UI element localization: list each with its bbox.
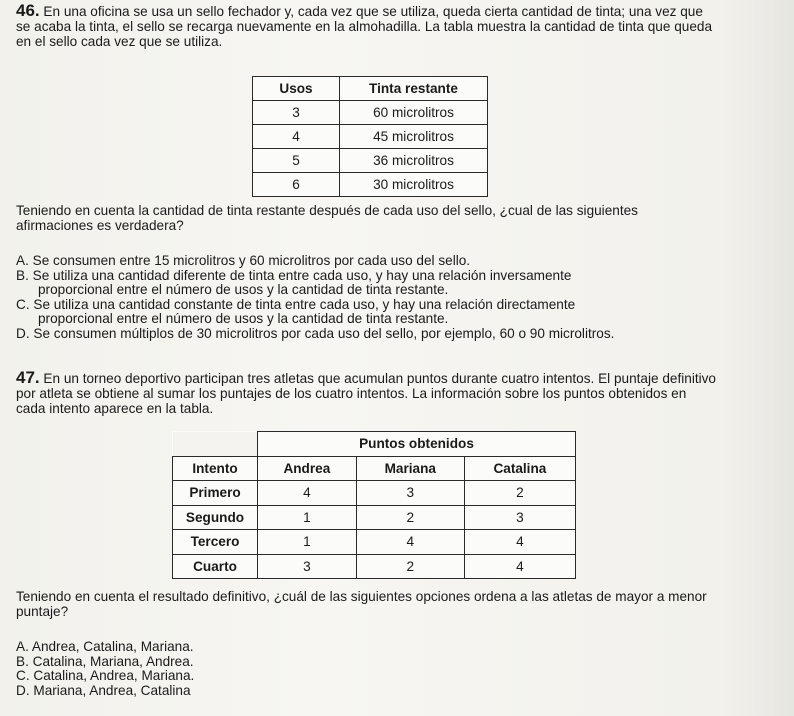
- table-cell: 4: [464, 530, 575, 555]
- option-a[interactable]: [16, 254, 718, 269]
- table-cell: 3: [258, 554, 357, 579]
- ink-table: [252, 76, 488, 197]
- table-cell: 3: [464, 505, 575, 530]
- table-row: [253, 149, 488, 173]
- question-47-options: [16, 640, 718, 698]
- table-row: [253, 125, 488, 149]
- table-cell: 60 microlitros: [340, 101, 488, 125]
- table-cell: 4: [356, 530, 464, 555]
- option-text-continued: proporcional entre el número de usos y la cantidad de tinta restante.: [38, 311, 449, 326]
- table-header: Tinta restante: [340, 77, 488, 101]
- table-header-row: [253, 77, 488, 101]
- table-header: Andrea: [258, 456, 357, 481]
- table-cell: 6: [253, 173, 340, 197]
- table-row: [173, 505, 576, 530]
- table-cell: 5: [253, 149, 340, 173]
- table-row: [253, 101, 488, 125]
- table-cell: Segundo: [173, 505, 258, 530]
- question-46-intro: [16, 3, 718, 49]
- option-letter: C.: [16, 668, 30, 683]
- table-cell: 2: [464, 481, 575, 506]
- option-text-continued: proporcional entre el número de usos y la cantidad de tinta restante.: [38, 282, 449, 297]
- option-letter: C.: [16, 296, 30, 312]
- table-cell: 1: [258, 530, 357, 555]
- question-46-options: [16, 254, 718, 341]
- option-text: Se consumen entre 15 microlitros y 60 microlitros por cada uso del sello.: [32, 253, 471, 268]
- table-empty-corner: [173, 432, 258, 457]
- table-row: [173, 481, 576, 506]
- option-b[interactable]: [16, 655, 718, 670]
- table-cell: 4: [258, 481, 357, 506]
- option-c[interactable]: [16, 669, 718, 684]
- option-b[interactable]: [16, 269, 718, 298]
- table-header-row: [173, 456, 576, 481]
- question-text: En una oficina se usa un sello fechador y, cada vez que se utiliza, queda cierta cantidad de tinta; una vez que se acaba la tinta, el sello se recarga nuevamente en la almohadilla. La tabla muestra la cantidad de tinta que queda en el sello cada vez que se utiliza.: [16, 4, 713, 49]
- table-title-row: [173, 432, 576, 457]
- option-d[interactable]: [16, 327, 718, 342]
- option-text: Mariana, Andrea, Catalina: [33, 682, 191, 698]
- option-letter: B.: [16, 653, 29, 669]
- option-text: Se utiliza una cantidad constante de tinta entre cada uso, y hay una relación directamente: [33, 296, 576, 312]
- table-cell: 4: [464, 554, 575, 579]
- table-header: Mariana: [356, 456, 464, 481]
- table-cell: 36 microlitros: [340, 149, 488, 173]
- table-header: Usos: [253, 77, 340, 101]
- table-cell: 3: [356, 481, 464, 506]
- option-letter: A.: [16, 253, 29, 268]
- option-text: Andrea, Catalina, Mariana.: [31, 639, 194, 654]
- table-cell: 3: [253, 101, 340, 125]
- question-47-intro: [16, 370, 718, 416]
- option-letter: D.: [16, 682, 30, 698]
- option-d[interactable]: [16, 684, 718, 699]
- table-cell: Cuarto: [173, 554, 258, 579]
- option-letter: D.: [16, 325, 30, 341]
- option-letter: A.: [16, 639, 29, 654]
- page-edge-shadow: [724, 0, 794, 716]
- option-text: Catalina, Andrea, Mariana.: [33, 668, 195, 683]
- table-cell: 4: [253, 125, 340, 149]
- table-cell: 1: [258, 505, 357, 530]
- table-header: Catalina: [464, 456, 575, 481]
- question-text: Teniendo en cuenta el resultado definitivo, ¿cuál de las siguientes opciones ordena a las atletas de mayor a menor puntaje?: [16, 589, 707, 619]
- table-cell: 2: [356, 505, 464, 530]
- table-title: Puntos obtenidos: [258, 432, 576, 457]
- question-number: 47.: [16, 368, 40, 387]
- question-text: En un torneo deportivo participan tres atletas que acumulan puntos durante cuatro intentos. El puntaje definitivo por atleta se obtiene al sumar los puntajes de los cuatro intentos. La información sobre los puntos obtenidos en cada intento aparece en la tabla.: [16, 371, 716, 416]
- table-cell: 45 microlitros: [340, 125, 488, 149]
- table-cell: Tercero: [173, 530, 258, 555]
- table-header: Intento: [173, 456, 258, 481]
- option-text: Se utiliza una cantidad diferente de tinta entre cada uso, y hay una relación inversamente: [32, 267, 572, 283]
- option-c[interactable]: [16, 298, 718, 327]
- option-text: Catalina, Mariana, Andrea.: [32, 653, 194, 669]
- question-47-prompt: [16, 589, 718, 619]
- table-cell: 30 microlitros: [340, 173, 488, 197]
- question-46-prompt: [16, 203, 718, 233]
- question-text: Teniendo en cuenta la cantidad de tinta restante después de cada uso del sello, ¿cual de las siguientes afirmaciones es verdadera?: [16, 203, 638, 233]
- table-row: [173, 530, 576, 555]
- option-letter: B.: [16, 267, 29, 283]
- table-row: [253, 173, 488, 197]
- table-row: [173, 554, 576, 579]
- option-text: Se consumen múltiplos de 30 microlitros por cada uso del sello, por ejemplo, 60 o 90 microlitros.: [33, 325, 615, 341]
- points-table: [172, 431, 576, 579]
- option-a[interactable]: [16, 640, 718, 655]
- question-number: 46.: [16, 1, 40, 20]
- table-cell: 2: [356, 554, 464, 579]
- table-cell: Primero: [173, 481, 258, 506]
